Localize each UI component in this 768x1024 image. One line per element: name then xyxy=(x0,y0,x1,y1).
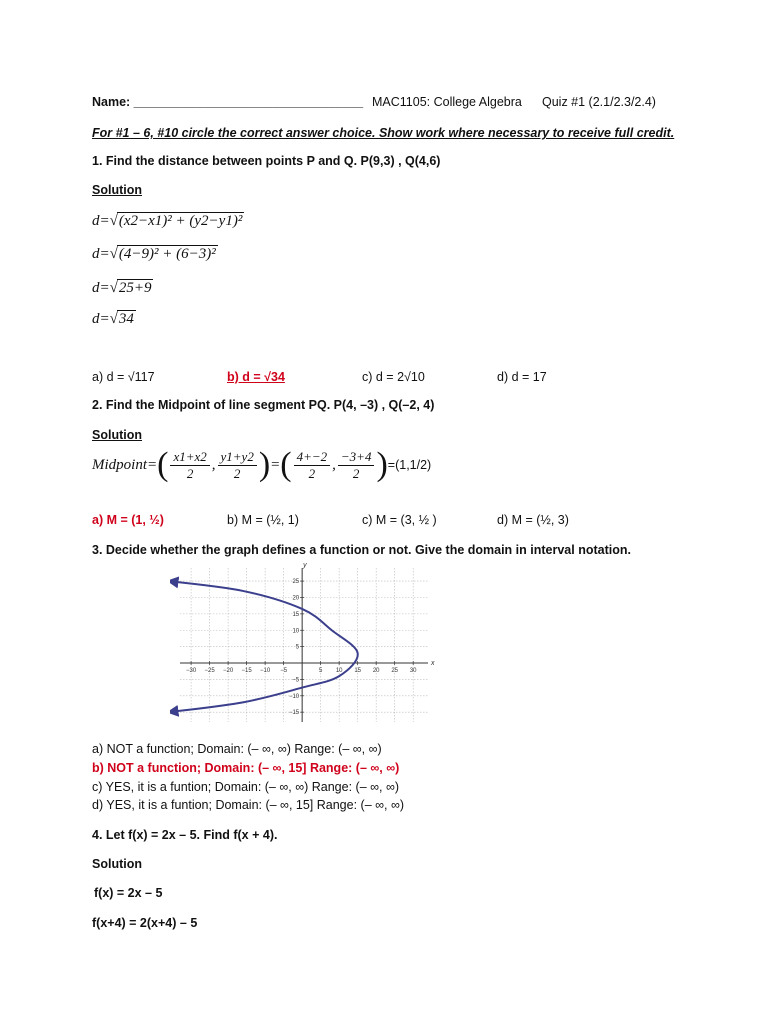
q4-line-2: f(x+4) = 2(x+4) – 5 xyxy=(92,916,198,930)
y-tick-label: 10 xyxy=(292,628,300,635)
q2-result: =(1,1/2) xyxy=(387,458,432,472)
y-tick-label: −5 xyxy=(292,677,300,684)
q3-choice-c[interactable]: c) YES, it is a funtion; Domain: (– ∞, ∞) Range: (– ∞, ∞) xyxy=(92,780,400,794)
q3-choice-a[interactable]: a) NOT a function; Domain: (– ∞, ∞) Range: (– ∞, ∞) xyxy=(92,742,382,756)
x-tick-label: −10 xyxy=(260,668,271,675)
x-tick-label: −30 xyxy=(186,668,197,675)
graph-tick-labels xyxy=(186,579,417,716)
q1-equation-3: d=√25+9 xyxy=(92,280,152,296)
x-tick-label: 20 xyxy=(372,668,380,675)
x-tick-label: 10 xyxy=(335,668,343,675)
q2-frac-1: $\frac{x1+x2}{2}$ xyxy=(170,449,209,482)
q1-solution-label: Solution xyxy=(92,183,142,197)
graph-x-axis-label: x xyxy=(431,660,435,668)
instructions: For #1 – 6, #10 circle the correct answer choice. Show work where necessary to receive full credit. xyxy=(92,126,675,140)
q1-eq2-lhs: d= xyxy=(92,246,110,262)
q1-choice-d[interactable]: d) d = 17 xyxy=(497,370,547,384)
q2-choice-b[interactable]: b) M = (½, 1) xyxy=(227,513,299,527)
q1-eq3-radicand: 25+9 xyxy=(118,280,152,296)
x-tick-label: 5 xyxy=(318,668,323,675)
q4-line-1: f(x) = 2x – 5 xyxy=(94,886,163,900)
q4-question: 4. Let f(x) = 2x – 5. Find f(x + 4). xyxy=(92,828,278,842)
q2-choice-c[interactable]: c) M = (3, ½ ) xyxy=(362,513,437,527)
q1-equation-4: d=√34 xyxy=(92,311,134,327)
graph-grid xyxy=(180,568,428,722)
q3-question: 3. Decide whether the graph defines a function or not. Give the domain in interval notation. xyxy=(92,543,631,557)
q1-choice-c[interactable]: c) d = 2√10 xyxy=(362,370,425,384)
q2-choice-a[interactable]: a) M = (1, ½) xyxy=(92,513,164,527)
q2-question: 2. Find the Midpoint of line segment PQ. P(4, –3) , Q(–2, 4) xyxy=(92,398,435,412)
course-title: MAC1105: College Algebra xyxy=(372,95,522,109)
q1-equation-1: d=√(x2−x1)² + (y2−y1)² xyxy=(92,213,243,229)
graph-axes xyxy=(180,568,428,722)
q2-choice-d[interactable]: d) M = (½, 3) xyxy=(497,513,569,527)
q1-eq1-radicand: (x2−x1)² + (y2−y1)² xyxy=(118,213,243,229)
name-field-label: Name: _________________________________ xyxy=(92,95,364,109)
q1-eq3-lhs: d= xyxy=(92,280,110,296)
x-tick-label: 25 xyxy=(391,668,399,675)
y-tick-label: 5 xyxy=(295,644,300,651)
q1-equation-2: d=√(4−9)² + (6−3)² xyxy=(92,246,216,262)
q2-frac-3: $\frac{4+-2}{2}$ xyxy=(294,449,331,482)
x-tick-label: 30 xyxy=(409,668,417,675)
q1-choice-a[interactable]: a) d = √117 xyxy=(92,370,155,384)
q1-eq1-lhs: d= xyxy=(92,213,110,229)
q3-graph xyxy=(170,560,440,730)
q2-frac-2: $\frac{y1+y2}{2}$ xyxy=(218,449,257,482)
y-tick-label: 15 xyxy=(292,611,300,618)
y-tick-label: 25 xyxy=(292,579,300,586)
q1-eq4-lhs: d= xyxy=(92,311,110,327)
q2-frac-4: $\frac{-3+4}{2}$ xyxy=(338,449,375,482)
y-tick-label: 20 xyxy=(292,595,300,602)
q4-solution-label: Solution xyxy=(92,857,142,871)
q2-midpoint-equation: Midpoint = ( $\frac{x1+x2}{2}$ , $\frac{y1+y2}{2}$ ) = ( $\frac{4+-2}{2}$ , $\frac{-3+4}{2}$ ) =(1,1/2) xyxy=(92,446,432,483)
x-tick-label: −5 xyxy=(280,668,288,675)
x-tick-label: −20 xyxy=(223,668,234,675)
graph-y-axis-label: y xyxy=(303,562,307,569)
x-tick-label: 15 xyxy=(354,668,362,675)
quiz-title: Quiz #1 (2.1/2.3/2.4) xyxy=(542,95,656,109)
q1-choice-b[interactable]: b) d = √34 xyxy=(227,370,285,384)
x-tick-label: −15 xyxy=(241,668,252,675)
q3-choice-d[interactable]: d) YES, it is a funtion; Domain: (– ∞, 15] Range: (– ∞, ∞) xyxy=(92,798,405,812)
q1-eq2-radicand: (4−9)² + (6−3)² xyxy=(118,246,216,262)
q3-choice-b[interactable]: b) NOT a function; Domain: (– ∞, 15] Range: (– ∞, ∞) xyxy=(92,761,400,775)
q1-eq4-radicand: 34 xyxy=(118,311,134,327)
y-tick-label: −15 xyxy=(288,710,300,717)
x-tick-label: −25 xyxy=(204,668,215,675)
q2-solution-label: Solution xyxy=(92,428,142,442)
y-tick-label: −10 xyxy=(288,693,300,700)
q2-midpoint-label: Midpoint xyxy=(92,456,147,473)
q1-question: 1. Find the distance between points P and Q. P(9,3) , Q(4,6) xyxy=(92,154,441,168)
